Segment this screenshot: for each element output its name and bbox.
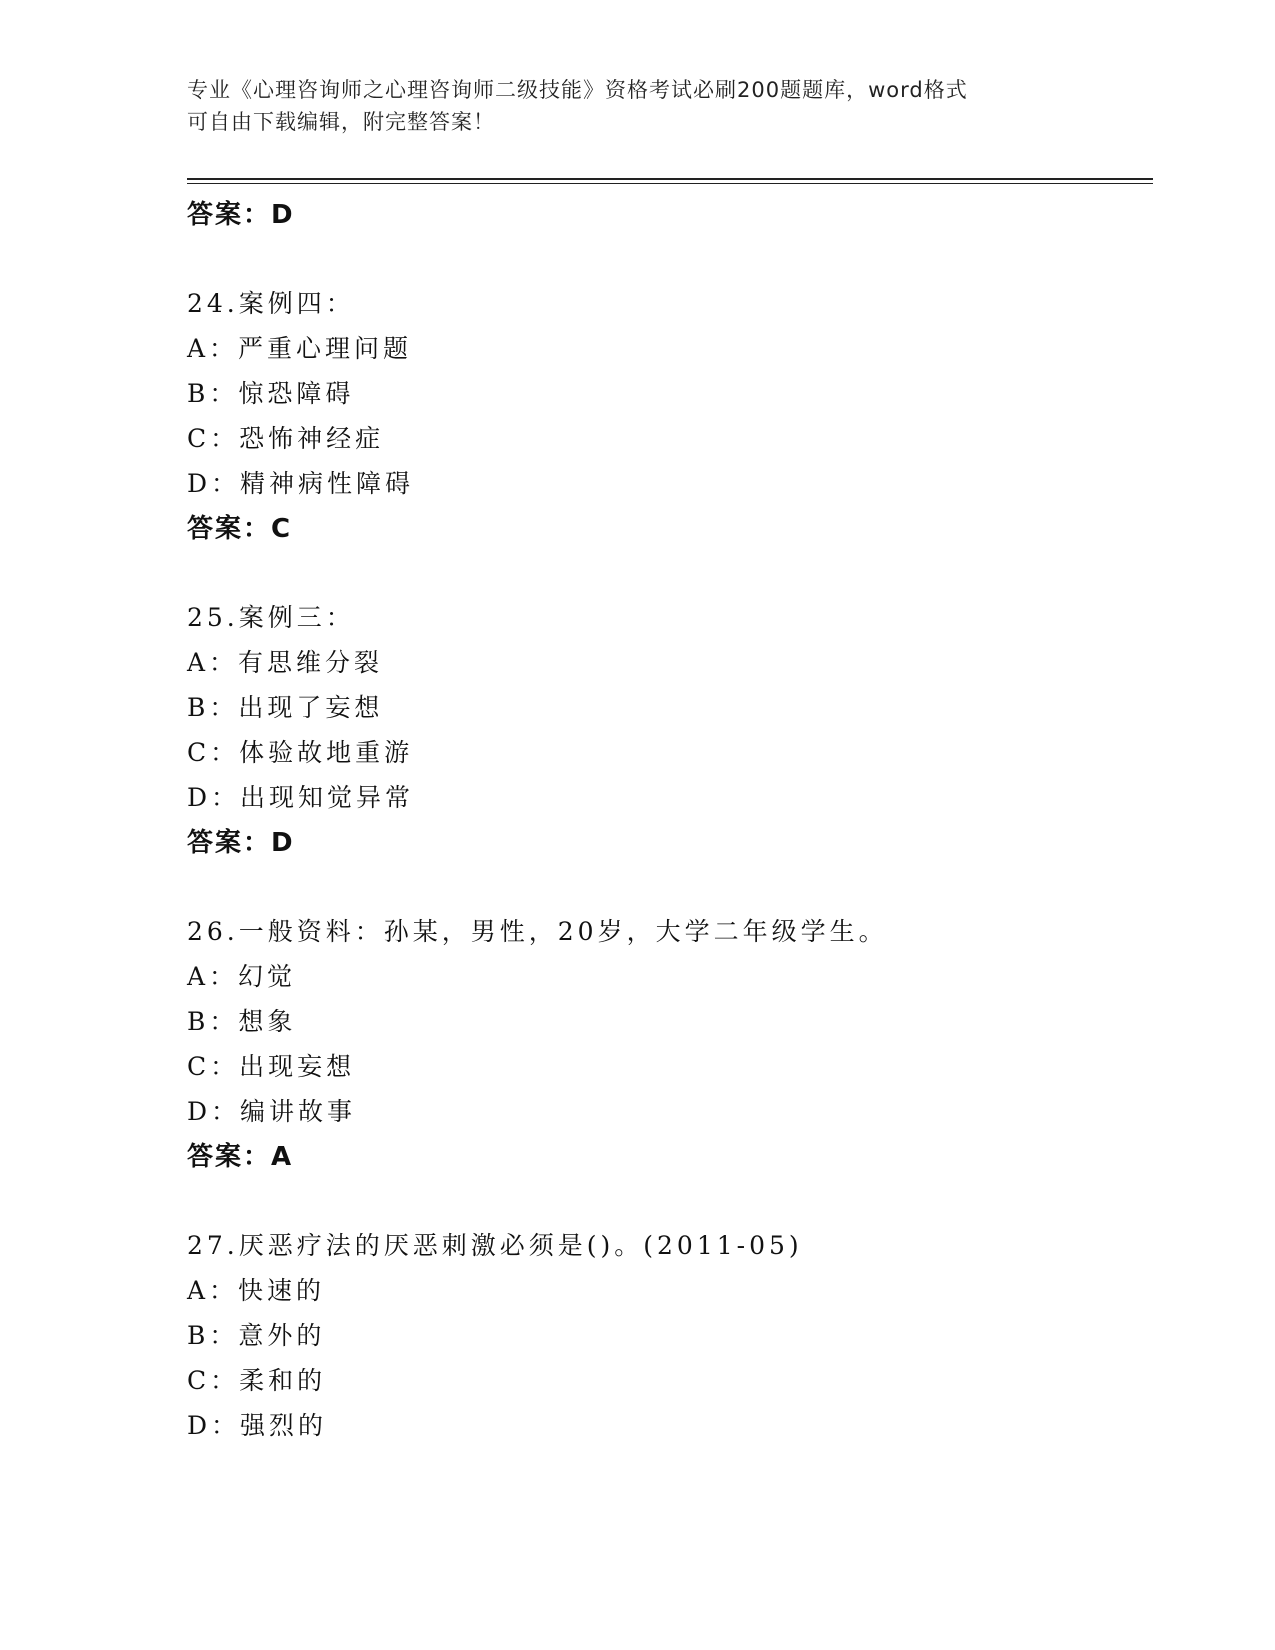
option-c: C：柔和的 <box>187 1366 327 1395</box>
option-c: C：恐怖神经症 <box>187 424 385 453</box>
header-line-2: 可自由下载编辑，附完整答案！ <box>187 110 495 134</box>
answer-line: 答案：C <box>187 514 293 544</box>
answer-line: 答案：A <box>187 1142 294 1172</box>
header-line-1: 专业《心理咨询师之心理咨询师二级技能》资格考试必刷200题题库，word格式 <box>187 78 968 102</box>
question-list <box>187 192 1147 1448</box>
answer-line: 答案：D <box>187 200 295 230</box>
question-27 <box>187 1223 1147 1448</box>
question-25 <box>187 595 1147 866</box>
question-26 <box>187 909 1147 1180</box>
option-b: B：惊恐障碍 <box>187 379 355 408</box>
option-b: B：意外的 <box>187 1321 326 1350</box>
question-text: 27.厌恶疗法的厌恶刺激必须是()。(2011-05) <box>187 1231 803 1260</box>
option-d: D：精神病性障碍 <box>187 469 415 498</box>
option-a: A：快速的 <box>187 1276 326 1305</box>
option-d: D：强烈的 <box>187 1411 328 1440</box>
question-text: 26.一般资料：孙某，男性，20岁，大学二年级学生。 <box>187 917 888 946</box>
option-a: A：严重心理问题 <box>187 334 413 363</box>
option-b: B：想象 <box>187 1007 297 1036</box>
option-d: D：编讲故事 <box>187 1097 357 1126</box>
question-text: 25.案例三： <box>187 603 355 632</box>
question-24 <box>187 281 1147 552</box>
document-header <box>187 74 1067 138</box>
option-c: C：体验故地重游 <box>187 738 414 767</box>
question-text: 24.案例四： <box>187 289 355 318</box>
option-a: A：幻觉 <box>187 962 297 991</box>
option-c: C：出现妄想 <box>187 1052 356 1081</box>
option-a: A：有思维分裂 <box>187 648 384 677</box>
header-rule <box>187 178 1153 180</box>
option-d: D：出现知觉异常 <box>187 783 415 812</box>
answer-line: 答案：D <box>187 828 295 858</box>
header-rule-thin <box>187 183 1153 184</box>
option-b: B：出现了妄想 <box>187 693 384 722</box>
